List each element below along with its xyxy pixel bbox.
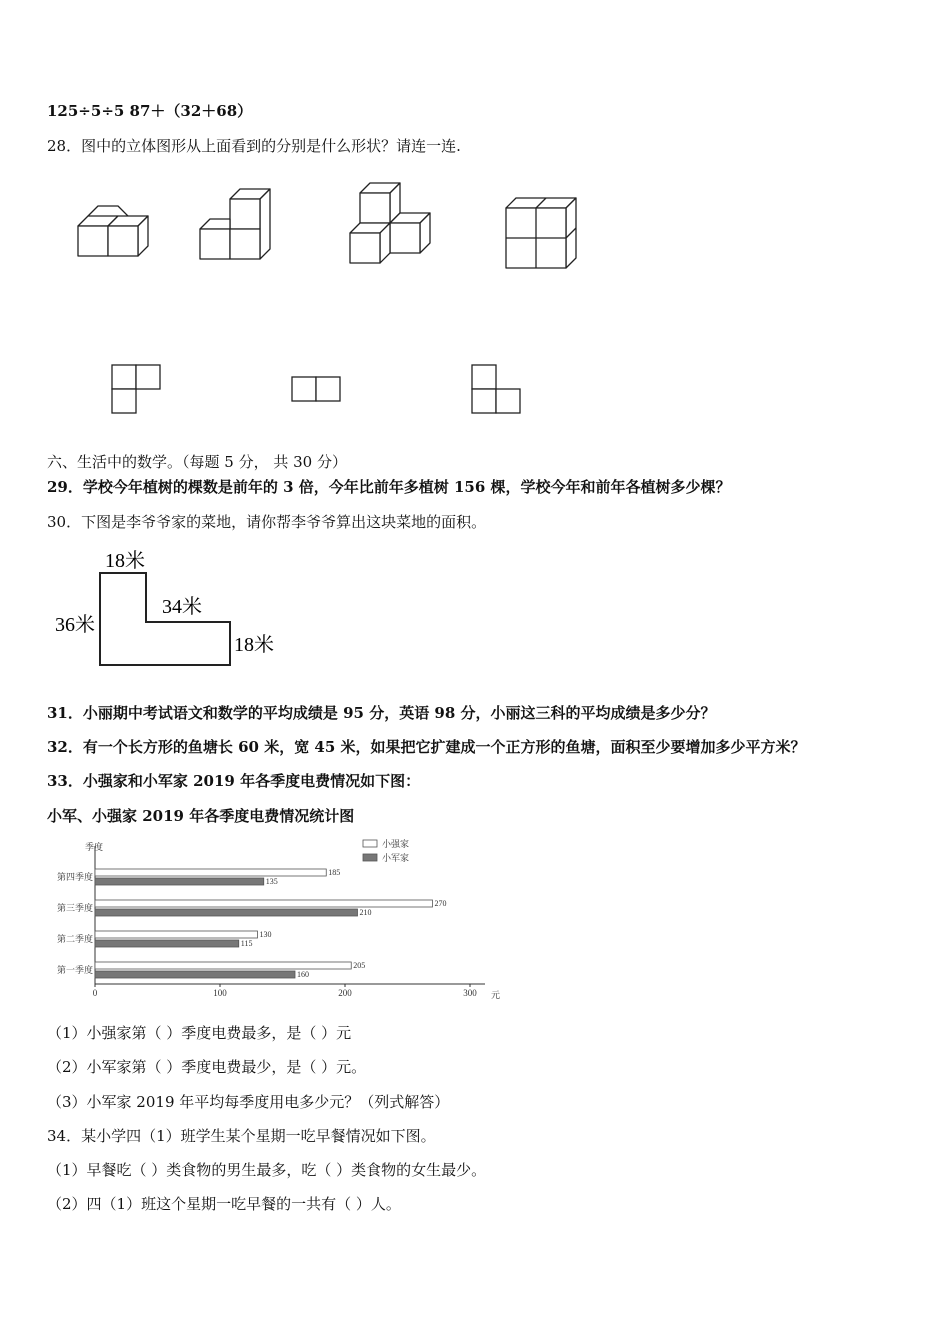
category-label: 第三季度 [56, 904, 93, 914]
x-tick-label: 0 [92, 988, 98, 998]
question-30: 30．下图是李爷爷家的菜地，请你帮李爷爷算出这块菜地的面积。 [47, 513, 487, 531]
question-33-part-2: （2）小军家第（ ）季度电费最少，是（ ）元。 [47, 1058, 367, 1076]
garden-middle-label: 34米 [162, 596, 202, 618]
bar-xiaojun [95, 909, 358, 916]
garden-left-label: 36米 [55, 614, 95, 636]
garden-figure [50, 545, 290, 675]
x-tick-label: 200 [338, 988, 352, 998]
bar-value-label: 130 [259, 930, 272, 939]
legend-label-0: 小强家 [382, 840, 410, 850]
garden-right-label: 18米 [234, 634, 274, 656]
bar-value-label: 115 [240, 939, 253, 948]
bar-value-label: 210 [359, 908, 372, 917]
expression-line: 125÷5÷5 87＋（32＋68） [47, 102, 253, 120]
legend-swatch-1 [363, 854, 377, 861]
top-view-shape-1 [112, 365, 160, 413]
top-view-shape-3 [472, 365, 520, 413]
question-34-part-2: （2）四（1）班这个星期一吃早餐的一共有（ ）人。 [47, 1195, 401, 1213]
bar-value-label: 270 [434, 899, 447, 908]
bar-value-label: 160 [297, 970, 309, 979]
chart-title: 小军、小强家 2019 年各季度电费情况统计图 [47, 807, 355, 825]
bar-xiaoqiang [95, 869, 326, 876]
bar-xiaojun [95, 971, 295, 978]
question-28: 28．图中的立体图形从上面看到的分别是什么形状？请连一连. [47, 137, 461, 155]
question-31: 31．小丽期中考试语文和数学的平均成绩是 95 分，英语 98 分，小丽这三科的平均成绩是多少分？ [47, 704, 716, 722]
x-tick-label: 300 [463, 988, 477, 998]
cube-figure-3 [350, 183, 430, 263]
category-label: 第四季度 [56, 873, 93, 883]
x-tick-label: 100 [213, 988, 227, 998]
garden-top-label: 18米 [105, 550, 145, 572]
question-29: 29．学校今年植树的棵数是前年的 3 倍，今年比前年多植树 156 棵，学校今年和前年各植树多少棵？ [47, 478, 731, 496]
question-33-part-3: （3）小军家 2019 年平均每季度用电多少元？（列式解答） [47, 1093, 450, 1111]
cube-figure-2 [200, 189, 270, 259]
bar-xiaojun [95, 878, 264, 885]
question-32: 32．有一个长方形的鱼塘长 60 米，宽 45 米，如果把它扩建成一个正方形的鱼塘，面积至少要增加多少平方米？ [47, 738, 806, 756]
category-label: 第二季度 [56, 935, 93, 945]
bar-value-label: 205 [353, 961, 366, 970]
y-axis-label: 季度 [85, 843, 104, 853]
cube-figure-1 [78, 206, 148, 256]
legend-label-1: 小军家 [382, 854, 410, 864]
bar-xiaoqiang [95, 962, 351, 969]
bar-xiaoqiang [95, 900, 433, 907]
bar-xiaoqiang [95, 931, 258, 938]
category-label: 第一季度 [56, 966, 93, 976]
cube-figures [70, 178, 590, 276]
x-axis-label: 元 [491, 991, 501, 1001]
bar-value-label: 185 [328, 868, 341, 877]
legend-swatch-0 [363, 840, 377, 847]
question-34: 34．某小学四（1）班学生某个星期一吃早餐情况如下图。 [47, 1127, 436, 1145]
top-view-shape-2 [292, 377, 340, 401]
question-33-part-1: （1）小强家第（ ）季度电费最多，是（ ）元 [47, 1024, 352, 1042]
section-6-heading: 六、生活中的数学。（每题 5 分， 共 30 分） [47, 453, 347, 471]
bar-xiaojun [95, 940, 239, 947]
electricity-chart [45, 834, 515, 1004]
question-34-part-1: （1）早餐吃（ ）类食物的男生最多，吃（ ）类食物的女生最少。 [47, 1161, 487, 1179]
cube-figure-4 [506, 198, 576, 268]
bar-value-label: 135 [265, 877, 278, 886]
top-view-shapes [105, 360, 530, 420]
question-33: 33．小强家和小军家 2019 年各季度电费情况如下图： [47, 772, 421, 790]
